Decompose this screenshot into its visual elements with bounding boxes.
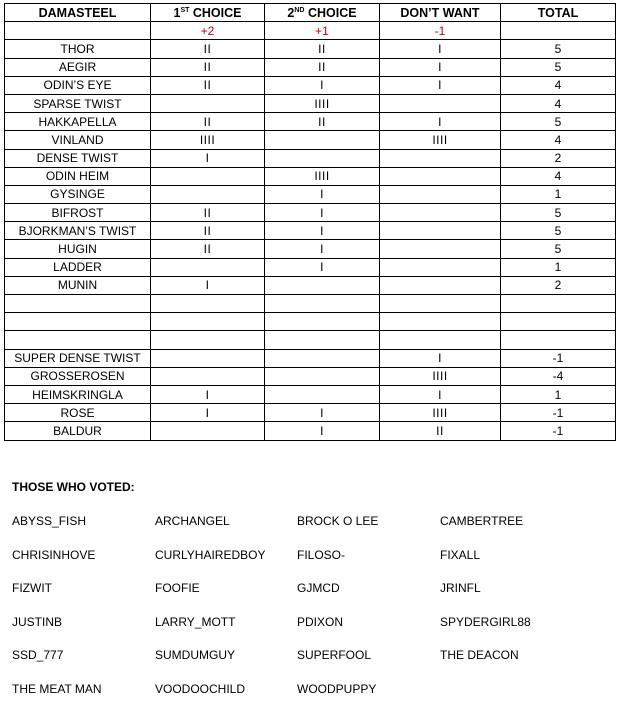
voter-name: THE DEACON bbox=[440, 648, 519, 663]
cell-name: BIFROST bbox=[5, 204, 151, 222]
cell-total: 5 bbox=[501, 113, 616, 131]
voter-name: SUMDUMGUY bbox=[155, 648, 235, 663]
cell-first bbox=[151, 258, 265, 276]
cell-first: I bbox=[151, 276, 265, 294]
cell-second: IIII bbox=[265, 94, 380, 112]
cell-first: II bbox=[151, 40, 265, 58]
cell-second bbox=[265, 349, 380, 367]
cell-second bbox=[265, 131, 380, 149]
cell-total: 5 bbox=[501, 58, 616, 76]
cell-first bbox=[151, 94, 265, 112]
cell-dont bbox=[380, 94, 501, 112]
cell-total: 4 bbox=[501, 76, 616, 94]
table-row bbox=[5, 204, 616, 222]
cell-total: 4 bbox=[501, 167, 616, 185]
cell-dont: I bbox=[380, 349, 501, 367]
voter-name: FIZWIT bbox=[12, 581, 52, 596]
points-row bbox=[5, 22, 616, 40]
voter-name: JUSTINB bbox=[12, 614, 63, 629]
cell-dont bbox=[380, 295, 501, 313]
cell-name: THOR bbox=[5, 40, 151, 58]
table-row bbox=[5, 276, 616, 294]
cell-total: 5 bbox=[501, 240, 616, 258]
cell-total: 2 bbox=[501, 276, 616, 294]
cell-dont: I bbox=[380, 113, 501, 131]
cell-second: I bbox=[265, 204, 380, 222]
cell-total: 1 bbox=[501, 185, 616, 203]
cell-total: -1 bbox=[501, 349, 616, 367]
voter-name: SPYDERGIRL88 bbox=[440, 614, 531, 629]
cell-name: SUPER DENSE TWIST bbox=[5, 349, 151, 367]
table-row bbox=[5, 385, 616, 403]
cell-second bbox=[265, 276, 380, 294]
voter-name: SUPERFOOL bbox=[297, 648, 372, 663]
voter-name: SSD_777 bbox=[12, 648, 64, 663]
cell-first bbox=[151, 313, 265, 331]
cell-first: II bbox=[151, 113, 265, 131]
cell-name: HEIMSKRINGLA bbox=[5, 385, 151, 403]
voters-title: THOSE WHO VOTED: bbox=[12, 480, 135, 494]
cell-second bbox=[265, 149, 380, 167]
cell-total: 5 bbox=[501, 204, 616, 222]
cell-name: ODIN HEIM bbox=[5, 167, 151, 185]
cell-first: I bbox=[151, 385, 265, 403]
voter-name: ABYSS_FISH bbox=[12, 514, 87, 528]
cell-name: GYSINGE bbox=[5, 185, 151, 203]
cell-first: II bbox=[151, 58, 265, 76]
table-row bbox=[5, 94, 616, 112]
cell-name: HAKKAPELLA bbox=[5, 113, 151, 131]
cell-name: HUGIN bbox=[5, 240, 151, 258]
cell-name: VINLAND bbox=[5, 131, 151, 149]
header-name: DAMASTEEL bbox=[5, 4, 151, 22]
points-first: +2 bbox=[151, 22, 265, 40]
cell-dont: I bbox=[380, 76, 501, 94]
cell-second bbox=[265, 331, 380, 349]
table-row bbox=[5, 113, 616, 131]
cell-total bbox=[501, 295, 616, 313]
cell-name: ODIN’S EYE bbox=[5, 76, 151, 94]
cell-first: I bbox=[151, 404, 265, 422]
cell-first: II bbox=[151, 204, 265, 222]
table-row bbox=[5, 240, 616, 258]
cell-first: II bbox=[151, 240, 265, 258]
cell-first bbox=[151, 331, 265, 349]
cell-name bbox=[5, 313, 151, 331]
cell-second bbox=[265, 313, 380, 331]
cell-total: 4 bbox=[501, 131, 616, 149]
cell-second bbox=[265, 295, 380, 313]
cell-name: MUNIN bbox=[5, 276, 151, 294]
points-total-blank bbox=[501, 22, 616, 40]
points-blank bbox=[5, 22, 151, 40]
cell-total: 5 bbox=[501, 40, 616, 58]
cell-dont: I bbox=[380, 58, 501, 76]
cell-dont bbox=[380, 276, 501, 294]
cell-total: -4 bbox=[501, 367, 616, 385]
cell-first bbox=[151, 185, 265, 203]
cell-name: BALDUR bbox=[5, 422, 151, 440]
header-row bbox=[5, 4, 616, 22]
table-row bbox=[5, 258, 616, 276]
table-row bbox=[5, 404, 616, 422]
table-row bbox=[5, 149, 616, 167]
cell-first bbox=[151, 422, 265, 440]
cell-second bbox=[265, 385, 380, 403]
cell-first: II bbox=[151, 76, 265, 94]
table-row bbox=[5, 422, 616, 440]
cell-second: IIII bbox=[265, 167, 380, 185]
cell-dont bbox=[380, 204, 501, 222]
cell-dont bbox=[380, 258, 501, 276]
voter-name: THE MEAT MAN bbox=[12, 682, 102, 696]
voter-name: JRINFL bbox=[440, 581, 481, 596]
voter-name: CHRISINHOVE bbox=[12, 547, 96, 562]
voter-name: WOODPUPPY bbox=[297, 682, 377, 696]
cell-first bbox=[151, 295, 265, 313]
cell-name: BJORKMAN’S TWIST bbox=[5, 222, 151, 240]
cell-dont: I bbox=[380, 40, 501, 58]
cell-first bbox=[151, 367, 265, 385]
cell-name bbox=[5, 331, 151, 349]
cell-second: I bbox=[265, 240, 380, 258]
cell-second: I bbox=[265, 422, 380, 440]
cell-name: GROSSEROSEN bbox=[5, 367, 151, 385]
table-row bbox=[5, 367, 616, 385]
header-dont-want: DON’T WANT bbox=[380, 4, 501, 22]
cell-total: 1 bbox=[501, 258, 616, 276]
cell-dont bbox=[380, 313, 501, 331]
table-row bbox=[5, 313, 616, 331]
voter-name: CAMBERTREE bbox=[440, 514, 524, 528]
points-second: +1 bbox=[265, 22, 380, 40]
cell-name: SPARSE TWIST bbox=[5, 94, 151, 112]
cell-first: IIII bbox=[151, 131, 265, 149]
points-dont: -1 bbox=[380, 22, 501, 40]
cell-dont bbox=[380, 167, 501, 185]
cell-second: I bbox=[265, 404, 380, 422]
cell-first bbox=[151, 349, 265, 367]
cell-dont: II bbox=[380, 422, 501, 440]
cell-total: 5 bbox=[501, 222, 616, 240]
header-first-choice: 1ST CHOICE bbox=[151, 4, 265, 22]
cell-total: 2 bbox=[501, 149, 616, 167]
table-row bbox=[5, 222, 616, 240]
table-row bbox=[5, 295, 616, 313]
cell-name: DENSE TWIST bbox=[5, 149, 151, 167]
cell-total bbox=[501, 331, 616, 349]
voter-name: GJMCD bbox=[297, 581, 340, 596]
voter-name: CURLYHAIREDBOY bbox=[155, 547, 266, 562]
cell-total: 4 bbox=[501, 94, 616, 112]
cell-dont bbox=[380, 222, 501, 240]
cell-second: I bbox=[265, 185, 380, 203]
cell-total bbox=[501, 313, 616, 331]
header-second-choice: 2ND CHOICE bbox=[265, 4, 380, 22]
table-row bbox=[5, 167, 616, 185]
cell-dont bbox=[380, 149, 501, 167]
voter-name: FOOFIE bbox=[155, 581, 200, 596]
voter-name: ARCHANGEL bbox=[155, 514, 230, 528]
table-row bbox=[5, 349, 616, 367]
voter-name: VOODOOCHILD bbox=[155, 682, 246, 696]
cell-second: II bbox=[265, 113, 380, 131]
cell-dont bbox=[380, 185, 501, 203]
table-row bbox=[5, 40, 616, 58]
cell-name: AEGIR bbox=[5, 58, 151, 76]
cell-second: II bbox=[265, 40, 380, 58]
cell-dont: IIII bbox=[380, 404, 501, 422]
cell-dont bbox=[380, 331, 501, 349]
table-row bbox=[5, 131, 616, 149]
cell-second bbox=[265, 367, 380, 385]
cell-dont: IIII bbox=[380, 131, 501, 149]
cell-total: 1 bbox=[501, 385, 616, 403]
cell-second: I bbox=[265, 76, 380, 94]
cell-name: LADDER bbox=[5, 258, 151, 276]
table-row bbox=[5, 331, 616, 349]
voter-name: FILOSO- bbox=[297, 547, 346, 562]
cell-dont bbox=[380, 240, 501, 258]
cell-dont: I bbox=[380, 385, 501, 403]
table-row bbox=[5, 185, 616, 203]
cell-first: I bbox=[151, 149, 265, 167]
cell-dont: IIII bbox=[380, 367, 501, 385]
cell-name bbox=[5, 295, 151, 313]
voter-name: BROCK O LEE bbox=[297, 514, 379, 528]
voter-name: FIXALL bbox=[440, 547, 481, 562]
voter-name: PDIXON bbox=[297, 614, 344, 629]
table-row bbox=[5, 58, 616, 76]
cell-second: I bbox=[265, 258, 380, 276]
cell-name: ROSE bbox=[5, 404, 151, 422]
cell-second: I bbox=[265, 222, 380, 240]
cell-first: II bbox=[151, 222, 265, 240]
cell-total: -1 bbox=[501, 422, 616, 440]
cell-total: -1 bbox=[501, 404, 616, 422]
table-row bbox=[5, 76, 616, 94]
header-total: TOTAL bbox=[501, 4, 616, 22]
cell-first bbox=[151, 167, 265, 185]
vote-table bbox=[4, 3, 616, 441]
voter-name: LARRY_MOTT bbox=[155, 614, 236, 629]
cell-second: II bbox=[265, 58, 380, 76]
